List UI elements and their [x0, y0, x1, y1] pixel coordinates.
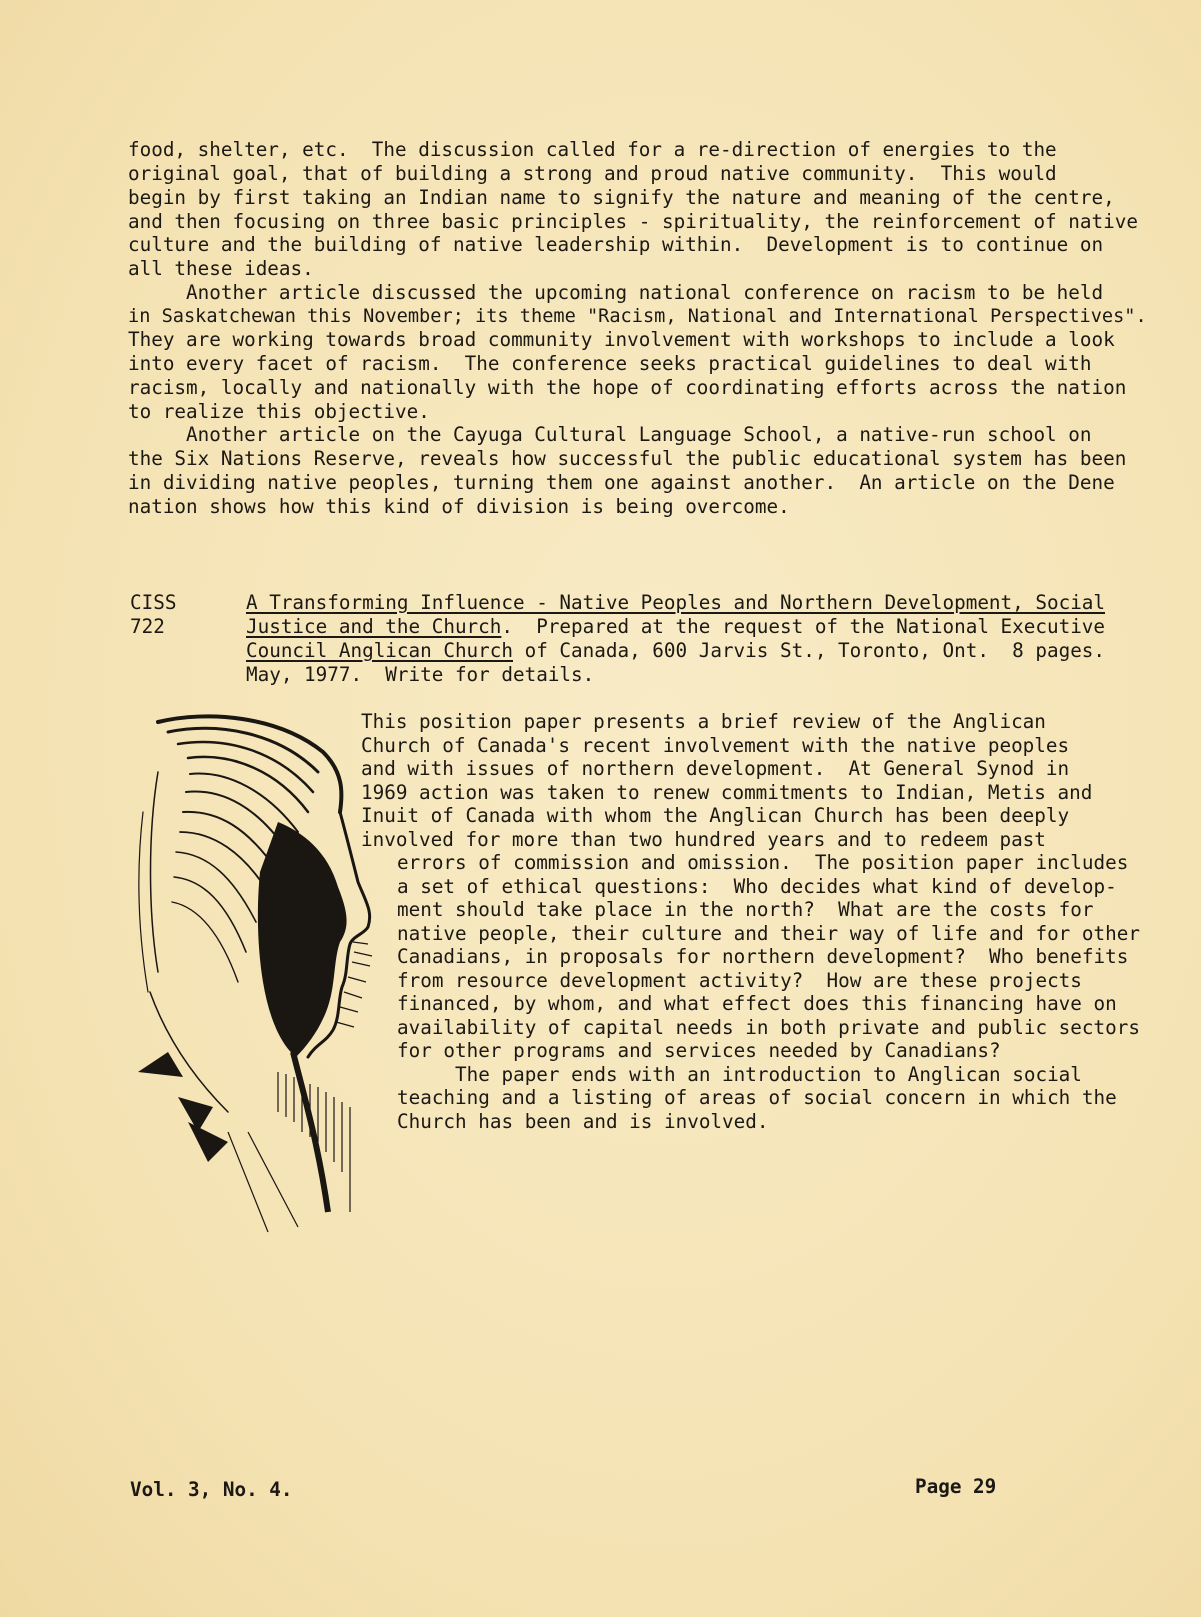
text-line: native people, their culture and their way of life and for other: [397, 922, 1140, 945]
text-line: The paper ends with an introduction to Anglican social: [397, 1063, 1082, 1086]
portrait-illustration: [128, 712, 378, 1252]
entry-title-line3: [246, 639, 1105, 663]
volume-label: Vol. 3, No. 4.: [130, 1478, 293, 1501]
page-number: Page 29: [915, 1475, 997, 1498]
text-line: financed, by whom, and what effect does this financing have on: [397, 992, 1117, 1015]
text-line: 1969 action was taken to renew commitments to Indian, Metis and: [361, 781, 1093, 804]
text-line: to realize this objective.: [128, 400, 430, 423]
text-line: from resource development activity? How are these projects: [397, 969, 1082, 992]
text-line: in Saskatchewan this November; its theme "Racism, National and International Perspectives".: [128, 306, 1147, 327]
text-line: all these ideas.: [128, 257, 314, 280]
text-line: availability of capital needs in both private and public sectors: [397, 1016, 1140, 1039]
text-line: and then focusing on three basic principles - spirituality, the reinforcement of native: [128, 210, 1138, 233]
text-line: Church has been and is involved.: [397, 1110, 769, 1133]
text-line: Canadians, in proposals for northern development? Who benefits: [397, 945, 1129, 968]
text-line: and with issues of northern development. At General Synod in: [361, 757, 1070, 780]
text-line: nation shows how this kind of division is being overcome.: [128, 495, 790, 518]
text-line: food, shelter, etc. The discussion called for a re-direction of energies to the: [128, 138, 1057, 161]
text-line: a set of ethical questions: Who decides what kind of develop-: [397, 875, 1117, 898]
text-line: Another article discussed the upcoming national conference on racism to be held: [128, 281, 1104, 304]
text-line: They are working towards broad community involvement with workshops to include a look: [128, 328, 1115, 351]
text-line: This position paper presents a brief review of the Anglican: [361, 710, 1046, 733]
text-line: original goal, that of building a strong and proud native community. This would: [128, 162, 1057, 185]
text-line: begin by first taking an Indian name to signify the nature and meaning of the centre,: [128, 186, 1115, 209]
text-line: errors of commission and omission. The position paper includes: [397, 851, 1129, 874]
entry-date: May, 1977. Write for details.: [246, 663, 595, 686]
text-line: racism, locally and nationally with the hope of coordinating efforts across the nation: [128, 376, 1127, 399]
text-line: teaching and a listing of areas of social concern in which the: [397, 1086, 1117, 1109]
entry-publisher-underlined: Council Anglican Church: [246, 639, 513, 662]
text-line: ment should take place in the north? What are the costs for: [397, 898, 1094, 921]
entry-title: A Transforming Influence - Native Peoples and Northern Development, Social: [246, 591, 1106, 614]
text-line: for other programs and services needed by Canadians?: [397, 1039, 1001, 1062]
entry-publication-note: . Prepared at the request of the National Executive: [501, 615, 1106, 638]
entry-title-line2: [246, 615, 1105, 639]
text-line: involved for more than two hundred years and to redeem past: [361, 828, 1046, 851]
text-line: culture and the building of native leadership within. Development is to continue on: [128, 233, 1104, 256]
text-line: in dividing native peoples, turning them one against another. An article on the Dene: [128, 471, 1115, 494]
text-line: the Six Nations Reserve, reveals how successful the public educational system has been: [128, 447, 1127, 470]
text-line: Inuit of Canada with whom the Anglican Church has been deeply: [361, 804, 1070, 827]
text-line: Another article on the Cayuga Cultural Language School, a native-run school on: [128, 423, 1092, 446]
entry-number: 722: [130, 615, 165, 638]
entry-title-underlined: Justice and the Church: [246, 615, 502, 638]
text-line: Church of Canada's recent involvement with the native peoples: [361, 734, 1070, 757]
text-line: into every facet of racism. The conference seeks practical guidelines to deal with: [128, 352, 1092, 375]
entry-address: of Canada, 600 Jarvis St., Toronto, Ont. 8 pages.: [513, 639, 1106, 662]
entry-code: CISS: [130, 591, 177, 614]
